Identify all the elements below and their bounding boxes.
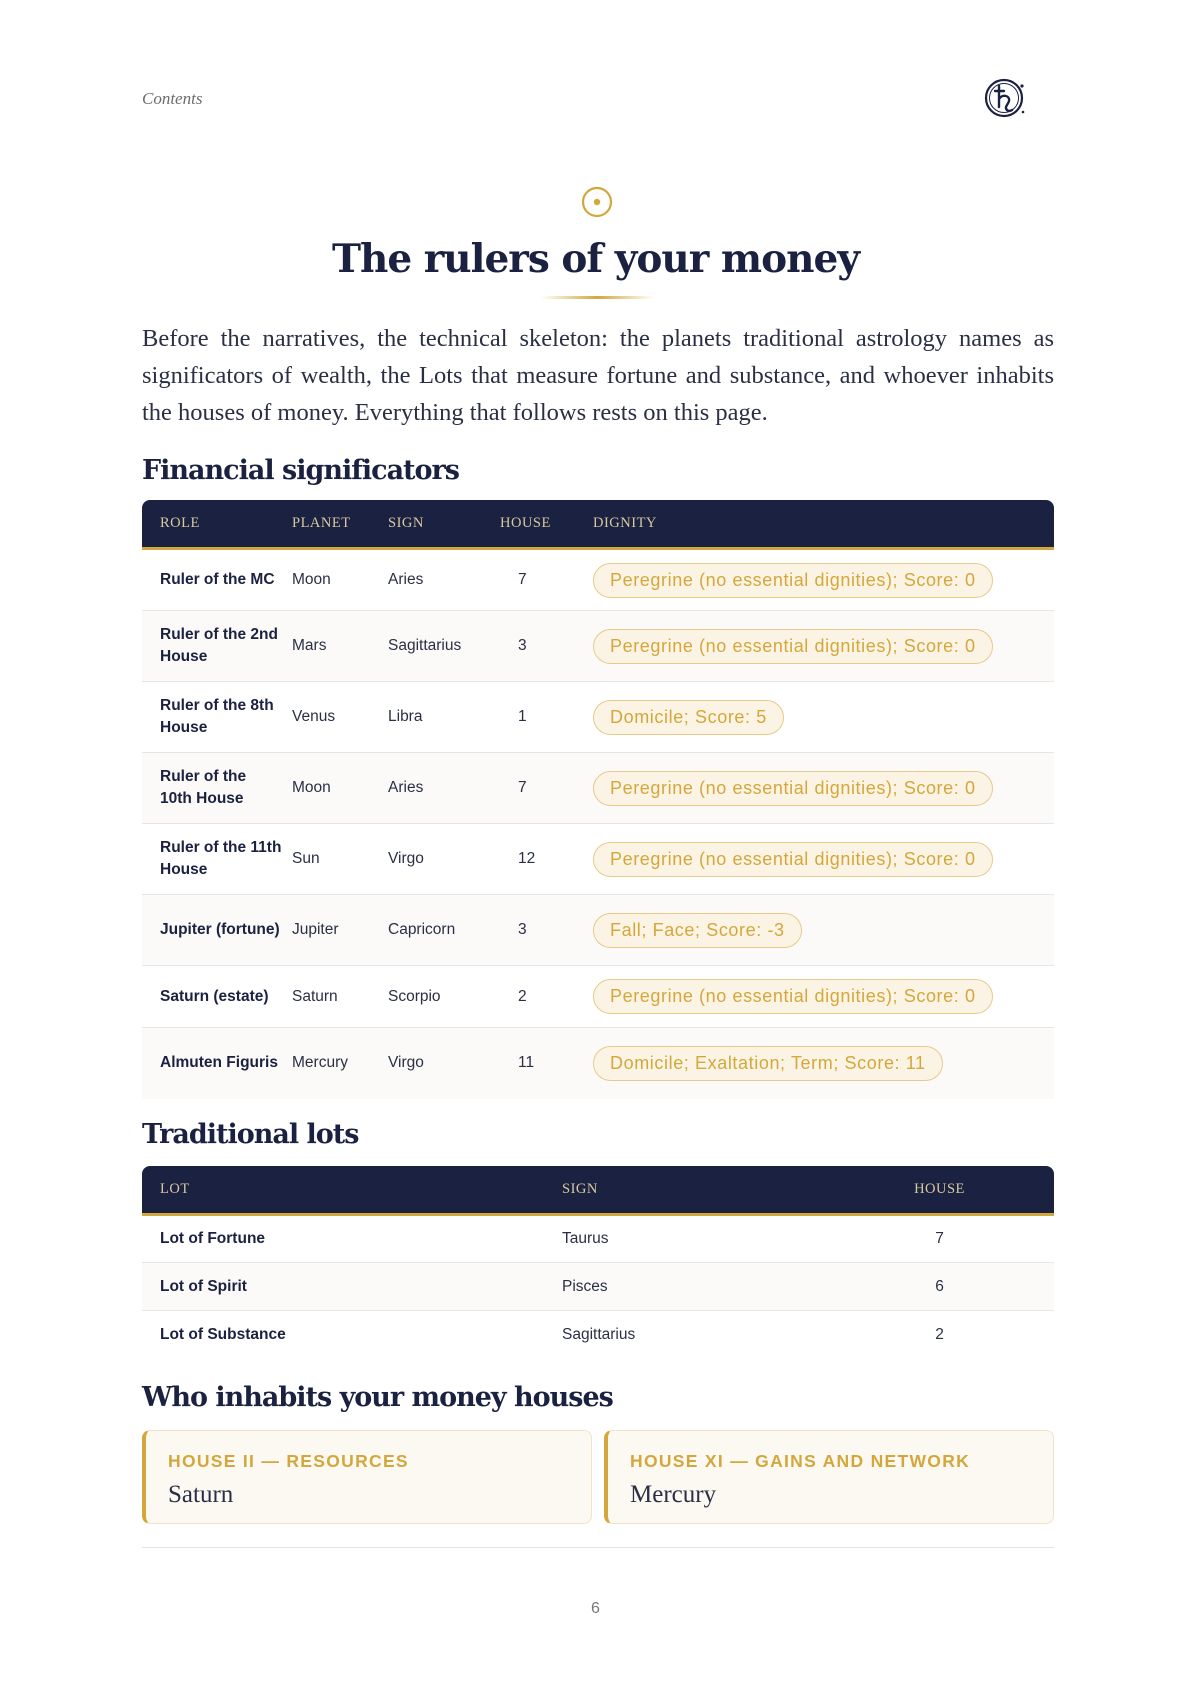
column-header-planet: PLANET <box>292 500 388 549</box>
lots-heading: Traditional lots <box>142 1119 359 1150</box>
dignity-badge: Domicile; Exaltation; Term; Score: 11 <box>593 1046 943 1081</box>
column-header-lot-house: HOUSE <box>825 1166 1054 1215</box>
role-cell: Almuten Figuris <box>142 1028 292 1099</box>
planet-cell: Moon <box>292 549 388 611</box>
role-cell: Ruler of the 2nd House <box>142 611 292 682</box>
lot-name-cell: Lot of Fortune <box>142 1215 544 1263</box>
column-header-lot: LOT <box>142 1166 544 1215</box>
significator-row <box>142 753 1054 824</box>
house-card-resources <box>142 1430 592 1524</box>
role-cell: Ruler of the 10th House <box>142 753 292 824</box>
house-cell: 7 <box>500 753 575 824</box>
sign-cell: Sagittarius <box>388 611 500 682</box>
footer-divider <box>142 1547 1054 1548</box>
planet-cell: Saturn <box>292 966 388 1028</box>
house-card-gains-network <box>604 1430 1054 1524</box>
dignity-badge: Domicile; Score: 5 <box>593 700 784 735</box>
significator-row <box>142 1028 1054 1099</box>
house-card-planet: Mercury <box>630 1481 717 1508</box>
significators-heading: Financial significators <box>142 455 459 486</box>
dignity-badge: Peregrine (no essential dignities); Score: 0 <box>593 629 993 664</box>
house-card-label: HOUSE II — RESOURCES <box>168 1451 409 1471</box>
sign-cell: Aries <box>388 549 500 611</box>
role-cell: Ruler of the 8th House <box>142 682 292 753</box>
column-header-role: ROLE <box>142 500 292 549</box>
planet-cell: Moon <box>292 753 388 824</box>
house-cell: 2 <box>500 966 575 1028</box>
title-underline-ornament <box>541 296 654 299</box>
header-contents-label[interactable]: Contents <box>142 89 203 108</box>
house-cell: 12 <box>500 824 575 895</box>
significator-row <box>142 824 1054 895</box>
sign-cell: Scorpio <box>388 966 500 1028</box>
significator-row <box>142 549 1054 611</box>
column-header-dignity: DIGNITY <box>575 500 1054 549</box>
column-header-sign: SIGN <box>388 500 500 549</box>
lot-sign-cell: Sagittarius <box>562 1325 636 1343</box>
lot-house-cell: 2 <box>935 1325 944 1343</box>
house-cell: 3 <box>500 895 575 966</box>
houses-heading: Who inhabits your money houses <box>142 1382 613 1413</box>
lot-row <box>142 1215 1054 1263</box>
column-header-house: HOUSE <box>500 500 575 549</box>
role-cell: Ruler of the MC <box>142 549 292 611</box>
role-cell: Ruler of the 11th House <box>142 824 292 895</box>
sign-cell: Libra <box>388 682 500 753</box>
significator-row <box>142 682 1054 753</box>
role-cell: Saturn (estate) <box>142 966 292 1028</box>
saturn-glyph-logo-icon <box>982 74 1030 122</box>
lot-row <box>142 1263 1054 1311</box>
role-cell: Jupiter (fortune) <box>142 895 292 966</box>
house-card-label: HOUSE XI — GAINS AND NETWORK <box>630 1451 971 1471</box>
lot-row <box>142 1311 1054 1359</box>
lot-sign-cell: Taurus <box>544 1215 825 1263</box>
house-cell: 11 <box>500 1028 575 1099</box>
planet-cell: Mercury <box>292 1028 388 1099</box>
lot-name-cell: Lot of Spirit <box>142 1263 544 1311</box>
dignity-badge: Peregrine (no essential dignities); Score: 0 <box>593 563 993 598</box>
significators-table <box>142 500 1054 1099</box>
lots-table <box>142 1166 1054 1359</box>
house-cell: 1 <box>500 682 575 753</box>
planet-cell: Jupiter <box>292 895 388 966</box>
intro-paragraph: Before the narratives, the technical skeleton: the planets traditional astrology names as significators of wealth, the Lots that measure fortune and substance, and whoever inhabits the houses of money. Everything that follows rests on this page. <box>142 325 1054 426</box>
significator-row <box>142 895 1054 966</box>
sun-symbol-ornament-icon <box>581 186 613 218</box>
house-cell: 7 <box>500 549 575 611</box>
dignity-badge: Fall; Face; Score: -3 <box>593 913 802 948</box>
lot-sign-cell: Pisces <box>544 1263 825 1311</box>
dignity-badge: Peregrine (no essential dignities); Score: 0 <box>593 771 993 806</box>
sign-cell: Virgo <box>388 824 500 895</box>
lots-header-row <box>142 1166 1054 1215</box>
sign-cell: Aries <box>388 753 500 824</box>
significator-row <box>142 966 1054 1028</box>
lot-house-cell: 6 <box>825 1263 1054 1311</box>
page-title: The rulers of your money <box>331 236 859 282</box>
sign-cell: Virgo <box>388 1028 500 1099</box>
planet-cell: Sun <box>292 824 388 895</box>
lot-house-cell: 7 <box>825 1215 1054 1263</box>
significators-header-row <box>142 500 1054 549</box>
page-number: 6 <box>591 1600 600 1617</box>
planet-cell: Venus <box>292 682 388 753</box>
column-header-lot-sign: SIGN <box>544 1166 825 1215</box>
lot-name-cell: Lot of Substance <box>160 1325 286 1343</box>
house-card-planet: Saturn <box>168 1481 234 1508</box>
sign-cell: Capricorn <box>388 895 500 966</box>
significator-row <box>142 611 1054 682</box>
house-cell: 3 <box>500 611 575 682</box>
dignity-badge: Peregrine (no essential dignities); Score: 0 <box>593 842 993 877</box>
dignity-badge: Peregrine (no essential dignities); Score: 0 <box>593 979 993 1014</box>
planet-cell: Mars <box>292 611 388 682</box>
